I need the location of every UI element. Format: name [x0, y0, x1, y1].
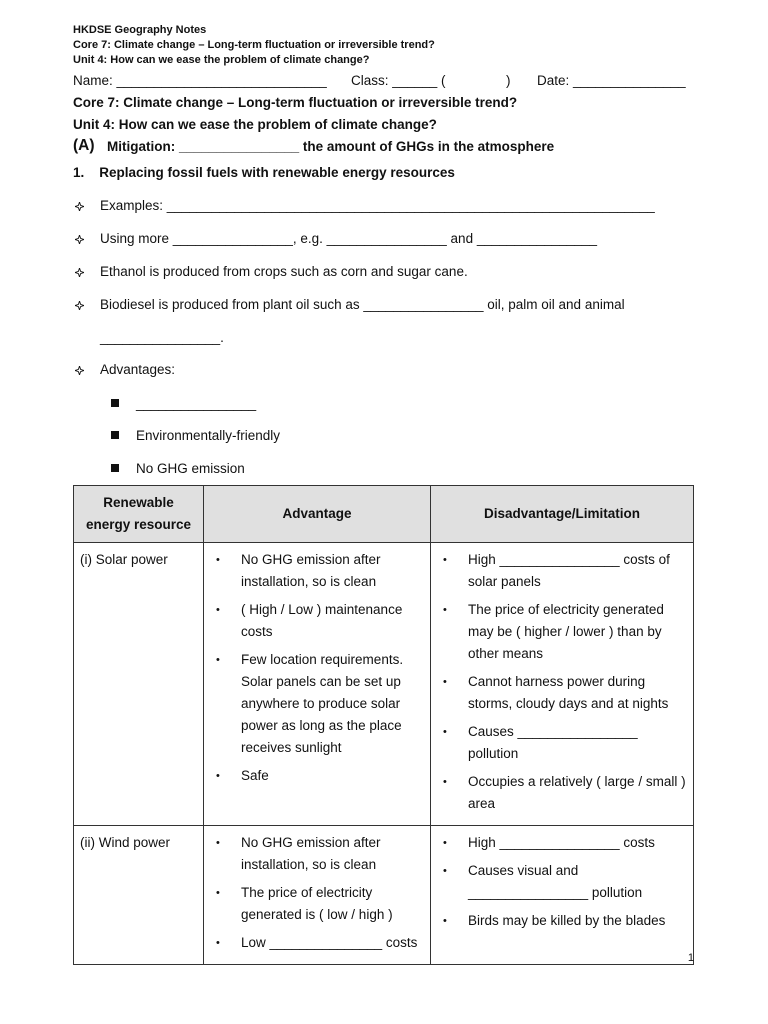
diamond-bullet-icon	[75, 366, 84, 375]
list-item: • High ________________ costs of solar panels	[437, 549, 687, 593]
table-row	[74, 826, 694, 965]
renewable-energy-table	[73, 485, 694, 965]
using-more-line: Using more ________________, e.g. ________________ and ________________	[100, 231, 597, 246]
examples-line: Examples: _________________________________________________________________	[100, 198, 655, 213]
disadvantages-cell	[431, 826, 694, 965]
list-item: • No GHG emission after installation, so is clean	[210, 832, 424, 876]
list-item: • Causes visual and ________________ pollution	[437, 860, 687, 904]
list-item: • The price of electricity generated is ( low / high )	[210, 882, 424, 926]
list-item: • ( High / Low ) maintenance costs	[210, 599, 424, 643]
doc-header-core: Core 7: Climate change – Long-term fluctuation or irreversible trend?	[73, 39, 435, 51]
table-row	[74, 543, 694, 826]
diamond-bullet-icon	[75, 268, 84, 277]
square-bullet-icon	[111, 464, 119, 472]
resource-name-cell: (i) Solar power	[74, 543, 204, 826]
table-header-row	[74, 486, 694, 543]
biodiesel-continued: ________________.	[100, 330, 224, 345]
section-letter: (A)	[73, 137, 95, 154]
unit-title: Unit 4: How can we ease the problem of climate change?	[73, 117, 437, 132]
list-item: • Occupies a relatively ( large / small ) area	[437, 771, 687, 815]
list-item: • No GHG emission after installation, so is clean	[210, 549, 424, 593]
square-bullet-icon	[111, 431, 119, 439]
list-item: • Safe	[210, 765, 424, 787]
list-item: • Low _______________ costs	[210, 932, 424, 954]
header-disadvantage: Disadvantage/Limitation	[431, 486, 694, 543]
doc-header-unit: Unit 4: How can we ease the problem of climate change?	[73, 54, 370, 66]
list-item: • Causes ________________ pollution	[437, 721, 687, 765]
ethanol-line: Ethanol is produced from crops such as corn and sugar cane.	[100, 264, 468, 279]
diamond-bullet-icon	[75, 235, 84, 244]
advantages-cell	[204, 543, 431, 826]
list-item: • Birds may be killed by the blades	[437, 910, 687, 932]
doc-header-title: HKDSE Geography Notes	[73, 24, 207, 36]
list-item: • Cannot harness power during storms, cloudy days and at nights	[437, 671, 687, 715]
section-heading: Mitigation: ________________ the amount of GHGs in the atmosphere	[107, 139, 555, 154]
subsection-heading: 1. Replacing fossil fuels with renewable energy resources	[73, 165, 455, 180]
diamond-bullet-icon	[75, 301, 84, 310]
diamond-bullet-icon	[75, 202, 84, 211]
date-field: Date: _______________	[537, 73, 686, 88]
header-advantage: Advantage	[204, 486, 431, 543]
advantages-cell	[204, 826, 431, 965]
advantage-item: ________________	[136, 396, 257, 411]
core-title: Core 7: Climate change – Long-term fluctuation or irreversible trend?	[73, 95, 518, 110]
page-number: 1	[687, 952, 694, 964]
name-field: Name: ____________________________	[73, 73, 327, 88]
square-bullet-icon	[111, 399, 119, 407]
class-field: Class: ______ (	[351, 73, 446, 88]
advantage-item: No GHG emission	[136, 461, 245, 476]
resource-name-cell: (ii) Wind power	[74, 826, 204, 965]
class-number-close: )	[506, 73, 511, 88]
list-item: • Few location requirements. Solar panels can be set up anywhere to produce solar power as long as the place receives sunlight	[210, 649, 424, 759]
header-resource: Renewable energy resource	[74, 486, 204, 543]
advantage-item: Environmentally-friendly	[136, 428, 281, 443]
biodiesel-line: Biodiesel is produced from plant oil such as ________________ oil, palm oil and animal	[100, 297, 625, 312]
disadvantages-cell	[431, 543, 694, 826]
advantages-label: Advantages:	[100, 362, 176, 377]
list-item: • High ________________ costs	[437, 832, 687, 854]
list-item: • The price of electricity generated may be ( higher / lower ) than by other means	[437, 599, 687, 665]
